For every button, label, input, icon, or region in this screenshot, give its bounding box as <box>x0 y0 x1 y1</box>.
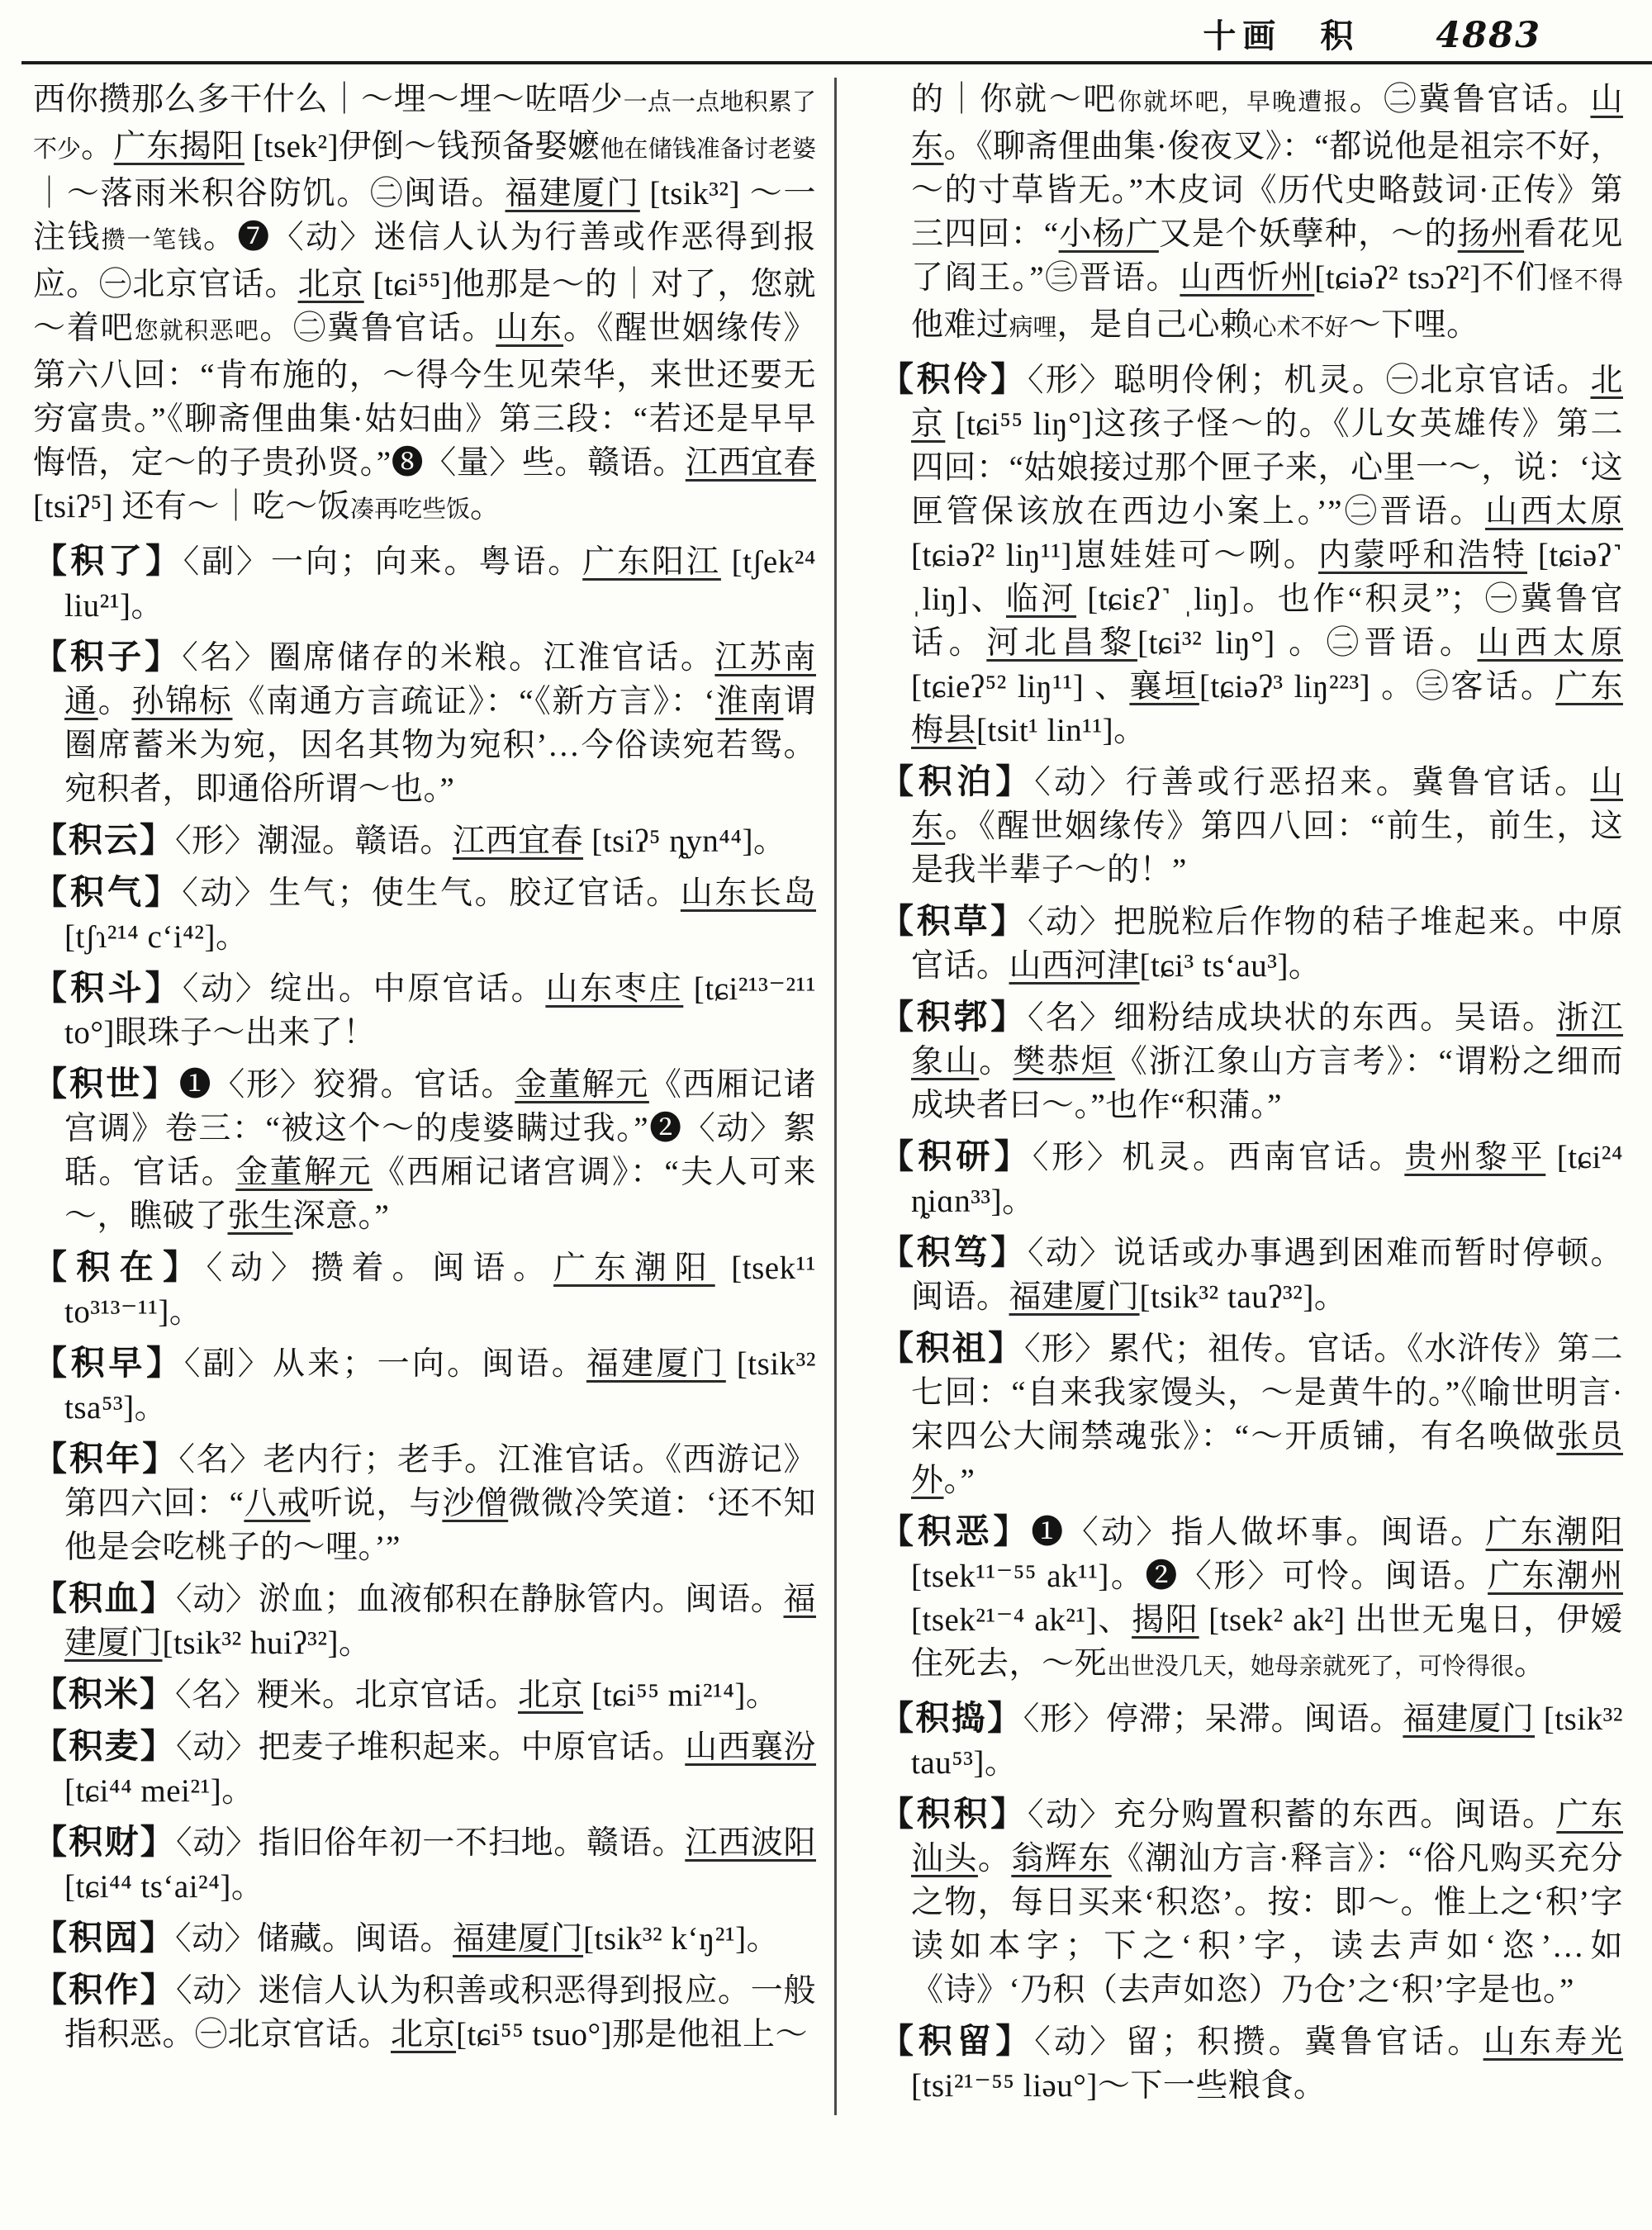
underlined-proper-noun: 山东长岛 <box>680 875 816 911</box>
entry-headword: 【积在】 <box>33 1248 206 1286</box>
underlined-proper-noun: 浙江象山 <box>911 1000 1623 1079</box>
underlined-proper-noun: 山西襄汾 <box>685 1729 816 1765</box>
underlined-proper-noun: 北京 <box>518 1677 584 1713</box>
entry-body: 〈动〉攒着。闽语。广东潮阳 [tsek¹¹ to³¹³⁻¹¹]。 <box>64 1250 816 1330</box>
dict-entry <box>880 2019 1623 2108</box>
dict-entry <box>880 1696 1623 1785</box>
underlined-proper-noun: 福建厦门 <box>1009 1279 1140 1315</box>
underlined-proper-noun: 广东汕头 <box>911 1797 1623 1877</box>
entry-headword: 【积世】 <box>33 1065 179 1103</box>
underlined-proper-noun: 孙锦标 <box>131 684 233 719</box>
entry-body: 〈动〉迷信人认为积善或积恶得到报应。一般指积恶。㊀北京官话。北京[tɕi⁵⁵ tsuo°]那是他祖上～ <box>64 1973 816 2052</box>
dict-entry <box>33 1672 816 1717</box>
underlined-proper-noun: 江西波阳 <box>685 1825 816 1861</box>
underlined-proper-noun: 金董解元 <box>515 1067 649 1103</box>
entry-body: 〈形〉累代；祖传。官话。《水浒传》第二七回：“自来我家馒头，～是黄牛的。”《喻世明言·宋四公大闹禁魂张》：“～开质铺，有名唤做张员外。” <box>911 1331 1623 1498</box>
underlined-proper-noun: 河北昌黎 <box>986 625 1137 661</box>
dict-entry <box>880 899 1623 988</box>
underlined-proper-noun: 福建厦门 <box>453 1921 584 1957</box>
entry-headword: 【积早】 <box>33 1344 184 1382</box>
entry-headword: 【积子】 <box>33 638 183 676</box>
underlined-proper-noun: 福建厦门 <box>586 1346 726 1382</box>
entry-headword: 【积捣】 <box>880 1699 1023 1737</box>
entry-body: 〈形〉停滞；呆滞。闽语。福建厦门 [tsik³² tau⁵³]。 <box>911 1701 1623 1781</box>
dict-entry <box>880 358 1623 752</box>
underlined-proper-noun: 山西忻州 <box>1180 260 1315 296</box>
entry-body: 〈动〉生气；使生气。胶辽官话。山东长岛 [tʃɿ²¹⁴ c‘i⁴²]。 <box>64 875 816 955</box>
small-gloss-text: 你就坏吧，早晚遭报 <box>1118 89 1350 116</box>
dict-entry <box>33 1245 816 1334</box>
entry-body: 〈动〉指旧俗年初一不扫地。赣语。江西波阳 [tɕi⁴⁴ ts‘ai²⁴]。 <box>64 1825 816 1905</box>
dict-entry <box>880 1231 1623 1319</box>
small-gloss-text: 怪不得 <box>1549 268 1624 294</box>
dict-entry <box>33 818 816 863</box>
entry-headword: 【积伶】 <box>880 360 1028 398</box>
entry-headword: 【积研】 <box>880 1137 1032 1175</box>
entry-headword: 【积郣】 <box>880 998 1028 1036</box>
small-gloss-text: 攒一笔钱 <box>101 227 203 254</box>
underlined-proper-noun: 山东 <box>911 82 1623 164</box>
underlined-proper-noun: 广东潮州 <box>1488 1559 1623 1594</box>
entry-headword: 【积囥】 <box>33 1919 175 1957</box>
underlined-proper-noun: 广东揭阳 <box>113 129 244 164</box>
dict-entry <box>33 1968 816 2057</box>
entry-body: 〈形〉潮湿。赣语。江西宜春 [tsiʔ⁵ ȵyn⁴⁴]。 <box>175 823 786 859</box>
continuation-text <box>33 78 816 532</box>
dict-entry <box>33 1577 816 1665</box>
dict-entry <box>880 1792 1623 2012</box>
entry-headword: 【积留】 <box>880 2022 1035 2060</box>
entry-body: 〈动〉留；积攒。冀鲁官话。山东寿光 [tsi²¹⁻⁵⁵ liəu°]～下一些粮食。 <box>911 2024 1623 2104</box>
entry-headword: 【积麦】 <box>33 1727 176 1765</box>
small-gloss-text: 一点一点地积累了不少 <box>33 89 816 163</box>
underlined-proper-noun: 北京 <box>391 2017 457 2052</box>
dict-entry <box>880 760 1623 892</box>
entry-headword: 【积祖】 <box>880 1329 1024 1367</box>
underlined-proper-noun: 江西宜春 <box>685 445 816 481</box>
dict-entry <box>33 635 816 811</box>
underlined-proper-noun: 樊恭烜 <box>1013 1044 1115 1079</box>
page-header <box>33 10 1640 56</box>
small-gloss-text: 您就积恶吧 <box>134 318 260 344</box>
dict-entry <box>33 1725 816 1813</box>
entry-headword: 【积财】 <box>33 1823 176 1861</box>
continuation-text <box>880 78 1623 350</box>
underlined-proper-noun: 北京 <box>911 363 1623 442</box>
entry-headword: 【积笃】 <box>880 1233 1028 1271</box>
underlined-proper-noun: 山东 <box>911 765 1623 844</box>
underlined-proper-noun: 贵州黎平 <box>1404 1140 1546 1175</box>
entry-body: ❶〈动〉指人做坏事。闽语。广东潮阳[tsek¹¹⁻⁵⁵ ak¹¹]。❷〈形〉可怜。闽语。广东潮州[tsek²¹⁻⁴ ak²¹]、揭阳 [tsek² ak²] 出世无鬼日，伊嫒住死去，～死出世没几天，她母亲就死了，可怜得很。 <box>911 1515 1623 1682</box>
underlined-proper-noun: 广东潮阳 <box>1485 1515 1623 1550</box>
dict-entry <box>33 966 816 1055</box>
underlined-proper-noun: 福建厦门 <box>1403 1701 1536 1737</box>
entry-headword: 【积恶】 <box>880 1512 1032 1550</box>
small-gloss-text: 他在储钱准备讨老婆 <box>600 136 816 163</box>
dict-entry <box>33 1916 816 1961</box>
underlined-proper-noun: 淮南 <box>714 684 784 719</box>
underlined-proper-noun: 山东枣庄 <box>545 971 684 1007</box>
underlined-proper-noun: 山西太原 <box>1477 625 1623 661</box>
entry-body: 〈动〉淤血；血液郁积在静脉管内。闽语。福建厦门[tsik³² huiʔ³²]。 <box>64 1582 816 1661</box>
entry-body: 〈副〉一向；向来。粤语。广东阳江 [tʃek²⁴ liu²¹]。 <box>64 544 816 624</box>
underlined-proper-noun: 福建厦门 <box>505 176 640 211</box>
entry-body: 〈名〉粳米。北京官话。北京 [tɕi⁵⁵ mi²¹⁴]。 <box>175 1677 779 1713</box>
header-headword-character: 积 <box>1320 17 1357 55</box>
underlined-proper-noun: 福建厦门 <box>64 1582 816 1661</box>
entry-headword: 【积气】 <box>33 873 183 911</box>
underlined-proper-noun: 金董解元 <box>235 1155 373 1190</box>
dict-entry <box>880 1135 1623 1223</box>
header-page-number: 4883 <box>1436 15 1541 56</box>
entry-body: ❶〈形〉狡猾。官话。金董解元《西厢记诸宫调》卷三：“被这个～的虔婆瞒过我。”❷〈动〉絮聒。官话。金董解元《西厢记诸宫调》：“夫人可来～，瞧破了张生深意。” <box>64 1067 816 1234</box>
entry-headword: 【积年】 <box>33 1440 179 1478</box>
entry-body: 的｜你就～吧你就坏吧，早晚遭报。㊁冀鲁官话。山东。《聊斋俚曲集·俊夜叉》：“都说他是祖宗不好，～的寸草皆无。”木皮词《历代史略鼓词·正传》第三四回：“小杨广又是个妖孽种，～的扬州看花见了阎王。”㊂晋语。山西忻州[tɕiəʔ² tsɔʔ²]不们怪不得他难过病哩，是自己心赖心术不好～下哩。 <box>911 82 1624 343</box>
entry-headword: 【积云】 <box>33 821 175 859</box>
text-columns <box>33 78 1640 2115</box>
underlined-proper-noun: 山西河津 <box>1009 948 1140 984</box>
small-gloss-text: 心术不好 <box>1252 315 1349 341</box>
underlined-proper-noun: 广东梅县 <box>911 669 1623 748</box>
entry-body: 〈动〉把麦子堆积起来。中原官话。山西襄汾 [tɕi⁴⁴ mei²¹]。 <box>64 1729 816 1809</box>
small-gloss-text: 病哩 <box>1009 315 1057 341</box>
entry-headword: 【积草】 <box>880 902 1028 940</box>
small-gloss-text: 凑再吃些饭 <box>349 496 470 523</box>
underlined-proper-noun: 内蒙呼和浩特 <box>1317 538 1527 573</box>
column-divider <box>834 78 837 2115</box>
dict-entry <box>33 539 816 628</box>
underlined-proper-noun: 山东寿光 <box>1483 2024 1623 2060</box>
entry-body: 〈动〉绽出。中原官话。山东枣庄 [tɕi²¹³⁻²¹¹ to°]眼珠子～出来了！ <box>64 971 816 1051</box>
entry-body: 〈名〉细粉结成块状的东西。吴语。浙江象山。樊恭烜《浙江象山方言考》：“谓粉之细而成块者曰～。”也作“积蒲。” <box>911 1000 1623 1123</box>
entry-headword: 【积米】 <box>33 1675 175 1713</box>
dict-entry <box>880 995 1623 1127</box>
underlined-proper-noun: 八戒 <box>244 1486 311 1521</box>
underlined-proper-noun: 襄垣 <box>1129 669 1199 705</box>
underlined-proper-noun: 张生 <box>227 1198 293 1234</box>
dict-entry <box>880 1510 1623 1689</box>
underlined-proper-noun: 翁辉东 <box>1011 1841 1112 1877</box>
underlined-proper-noun: 山东 <box>496 311 563 346</box>
dict-entry <box>33 1820 816 1909</box>
entry-headword: 【积了】 <box>33 542 183 580</box>
left-column <box>33 78 816 2115</box>
small-gloss-text: 出世没几天，她母亲就死了，可怜得很 <box>1107 1654 1515 1680</box>
underlined-proper-noun: 沙僧 <box>442 1486 509 1521</box>
underlined-proper-noun: 广东潮阳 <box>553 1250 715 1286</box>
header-stroke-section: 十画 <box>1203 17 1283 55</box>
entry-body: 〈动〉储藏。闽语。福建厦门[tsik³² k‘ŋ²¹]。 <box>175 1921 780 1957</box>
dict-entry <box>880 1326 1623 1502</box>
entry-body: 〈副〉从来；一向。闽语。福建厦门 [tsik³² tsa⁵³]。 <box>64 1346 816 1426</box>
underlined-proper-noun: 江苏南通 <box>64 640 816 719</box>
dict-entry <box>33 871 816 959</box>
entry-body: 〈动〉充分购置积蓄的东西。闽语。广东汕头。翁辉东《潮汕方言·释言》：“俗凡购买充分之物，每日买来‘积恣’。按：即～。惟上之‘积’字读如本字；下之‘积’字，读去声如‘恣’…如《诗》‘乃积（去声如恣）乃仓’之‘积’字是也。” <box>911 1797 1623 2008</box>
dict-entry <box>33 1437 816 1569</box>
header-rule <box>21 61 1652 64</box>
entry-body: 〈动〉把脱粒后作物的秸子堆起来。中原官话。山西河津[tɕi³ ts‘au³]。 <box>911 904 1623 984</box>
underlined-proper-noun: 山西太原 <box>1484 494 1623 529</box>
entry-headword: 【积斗】 <box>33 969 183 1007</box>
underlined-proper-noun: 江西宜春 <box>453 823 584 859</box>
underlined-proper-noun: 广东阳江 <box>582 544 721 580</box>
underlined-proper-noun: 揭阳 <box>1132 1602 1199 1638</box>
entry-headword: 【积泊】 <box>880 762 1035 800</box>
underlined-proper-noun: 临河 <box>1005 581 1077 617</box>
dict-entry <box>33 1062 816 1238</box>
underlined-proper-noun: 张员外 <box>911 1419 1623 1498</box>
right-column <box>880 78 1623 2115</box>
entry-headword: 【积积】 <box>880 1795 1028 1833</box>
underlined-proper-noun: 扬州 <box>1457 216 1525 252</box>
underlined-proper-noun: 小杨广 <box>1058 216 1159 252</box>
dict-entry <box>33 1341 816 1430</box>
entry-body: 〈名〉老内行；老手。江淮官话。《西游记》第四六回：“八戒听说，与沙僧微微冷笑道：‘还不知他是会吃桃子的～哩。’” <box>64 1442 816 1565</box>
entry-body: 〈动〉行善或行恶招来。冀鲁官话。山东。《醒世姻缘传》第四八回：“前生，前生，这是我半辈子～的！” <box>911 765 1623 888</box>
entry-body: 〈形〉机灵。西南官话。贵州黎平 [tɕi²⁴ ȵiɑn³³]。 <box>911 1140 1623 1219</box>
entry-headword: 【积血】 <box>33 1579 176 1617</box>
entry-body: 〈动〉说话或办事遇到困难而暂时停顿。闽语。福建厦门[tsik³² tauʔ³²]。 <box>911 1236 1623 1315</box>
entry-body: 西你攒那么多干什么｜～埋～埋～咗唔少一点一点地积累了不少。广东揭阳 [tsek²]伊倒～钱预备娶嬷他在储钱准备讨老婆｜～落雨米积谷防饥。㊁闽语。福建厦门 [tsik³²] ～一注钱攒一笔钱。❼〈动〉迷信人认为行善或作恶得到报应。㊀北京官话。北京 [tɕi⁵⁵]他那是～的｜对了，您就～着吧您就积恶吧。㊁冀鲁官话。山东。《醒世姻缘传》第六八回：“肯布施的，～得今生见荣华，来世还要无穷富贵。”《聊斋俚曲集·姑妇曲》第三段：“若还是早早悔悟，定～的子贵孙贤。”❽〈量〉些。赣语。江西宜春 [tsiʔ⁵] 还有～｜吃～饭凑再吃些饭。 <box>33 82 816 524</box>
entry-body: 〈名〉圈席储存的米粮。江淮官话。江苏南通。孙锦标《南通方言疏证》：“《新方言》：‘淮南谓圈席蓄米为宛，因名其物为宛积’…今俗读宛若鸳。宛积者，即通俗所谓～也。” <box>64 640 816 807</box>
entry-body: 〈形〉聪明伶俐；机灵。㊀北京官话。北京 [tɕi⁵⁵ liŋ°]这孩子怪～的。《儿女英雄传》第二四回：“姑娘接过那个匣子来，心里一～，说：‘这匣管保该放在西边小案上。’”㊁晋语。山西太原 [tɕiəʔ² liŋ¹¹]崽娃娃可～咧。内蒙呼和浩特 [tɕiəʔ˺ ˌliŋ]、临河 [tɕiɛʔ˺ ˌliŋ]。也作“积灵”；㊀冀鲁官话。河北昌黎[tɕi³² liŋ°] 。㊁晋语。山西太原 [tɕieʔ⁵² liŋ¹¹] 、襄垣[tɕiəʔ³ liŋ²²³] 。㊂客话。广东梅县[tsit¹ lin¹¹]。 <box>911 363 1623 748</box>
entry-headword: 【积作】 <box>33 1971 176 2009</box>
underlined-proper-noun: 北京 <box>297 267 364 302</box>
